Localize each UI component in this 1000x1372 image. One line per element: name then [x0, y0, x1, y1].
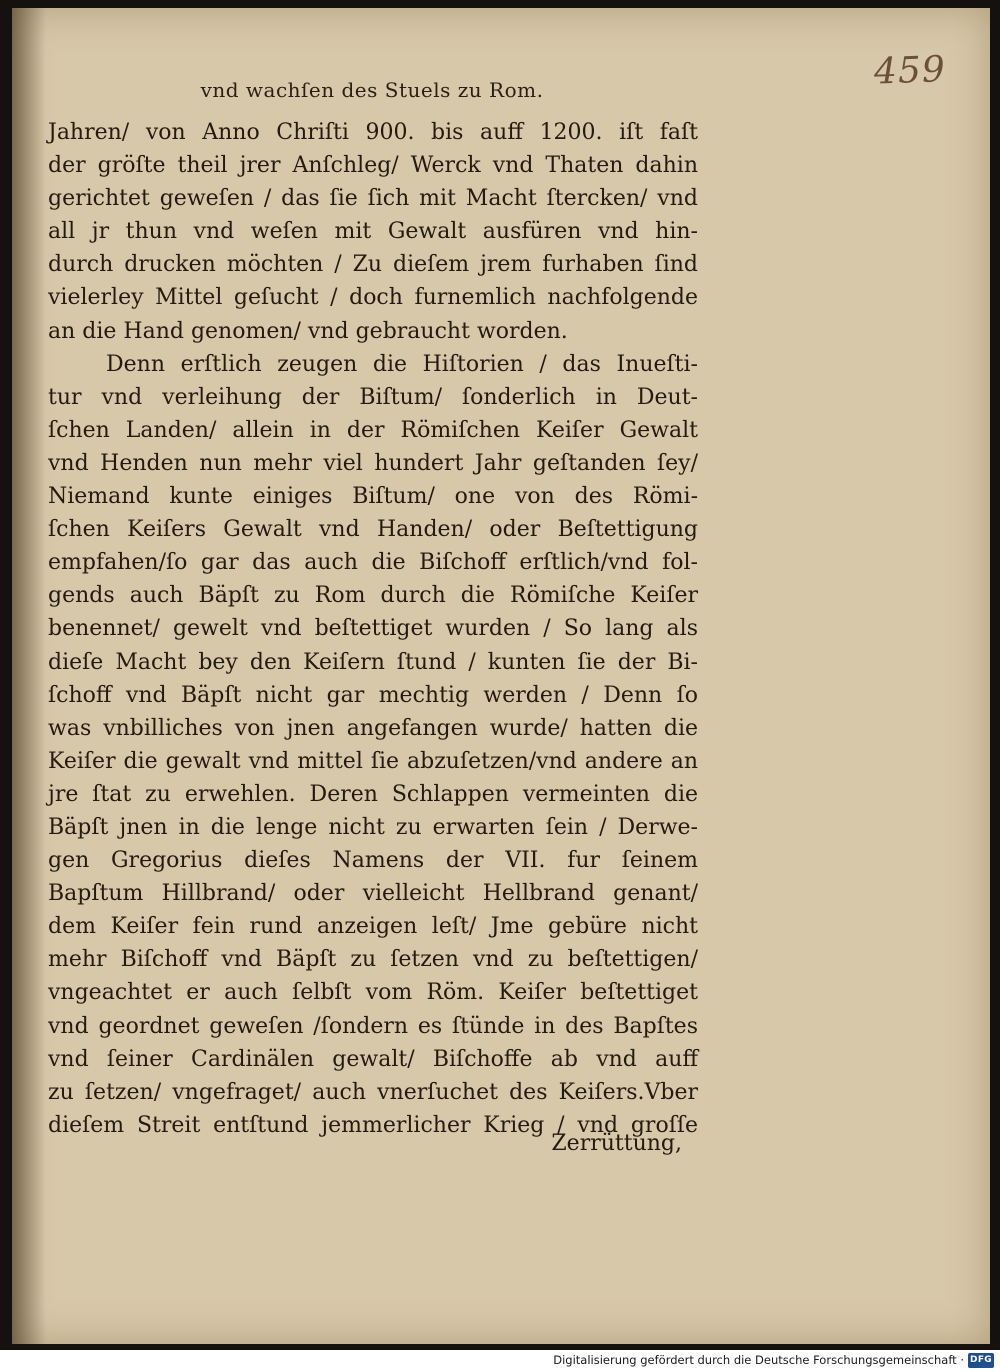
- text-line: Bäpſt jnen in die lenge nicht zu erwarten ſein / Derwe-: [48, 814, 698, 840]
- running-head: vnd wachſen des Stuels zu Rom.: [200, 78, 544, 102]
- text-line: tur vnd verleihung der Biſtum/ ſonderlich in Deut-: [48, 384, 698, 410]
- text-line: empfahen/ſo gar das auch die Biſchoff erſtlich/vnd fol-: [48, 550, 698, 576]
- text-line: vielerley Mittel geſucht / doch furnemlich nachfolgende: [48, 285, 698, 311]
- text-line: gends auch Bäpſt zu Rom durch die Römiſche Keiſer: [48, 583, 698, 609]
- text-line: all jr thun vnd weſen mit Gewalt ausfüren vnd hin-: [48, 219, 698, 245]
- text-line: Niemand kunte einiges Biſtum/ one von des Römi-: [48, 484, 698, 510]
- text-line: an die Hand genomen/ vnd gebraucht worden.: [48, 318, 568, 344]
- footer-bar: [0, 1350, 1000, 1372]
- text-line: durch drucken möchten / Zu dieſem jrem furhaben ſind: [48, 252, 698, 278]
- text-line: vnd geordnet geweſen /ſondern es ſtünde in des Bapſtes: [48, 1013, 698, 1039]
- text-line: gerichtet geweſen / das ſie ſich mit Macht ſtercken/ vnd: [48, 186, 698, 212]
- text-line: vnd Henden nun mehr viel hundert Jahr geſtanden ſey/: [48, 450, 698, 476]
- text-line: Keiſer die gewalt vnd mittel ſie abzuſetzen/vnd andere an: [48, 748, 698, 774]
- text-line: dieſe Macht bey den Keiſern ſtund / kunten ſie der Bi-: [48, 649, 698, 675]
- text-line: was vnbilliches von jnen angefangen wurde/ hatten die: [48, 715, 698, 741]
- text-line: Bapſtum Hillbrand/ oder vielleicht Hellbrand genant/: [48, 881, 698, 907]
- text-line: Jahren/ von Anno Chriſti 900. bis auff 1200. iſt faſt: [48, 120, 698, 145]
- text-line: Denn erſtlich zeugen die Hiſtorien / das Inueſti-: [106, 351, 698, 377]
- body-text: [48, 116, 698, 1142]
- text-line: mehr Biſchoff vnd Bäpſt zu ſetzen vnd zu beſtettigen/: [48, 947, 698, 973]
- dfg-logo-icon: DFG: [968, 1353, 994, 1368]
- text-line: zu ſetzen/ vngefraget/ auch vnerſuchet des Keiſers.Vber: [48, 1079, 698, 1105]
- funding-credit: Digitalisierung gefördert durch die Deutsche Forschungsgemeinschaft ·: [553, 1353, 964, 1367]
- text-line: dem Keiſer fein rund anzeigen leſt/ Jme gebüre nicht: [48, 914, 698, 940]
- text-line: vnd ſeiner Cardinälen gewalt/ Biſchoffe ab vnd auff: [48, 1046, 698, 1072]
- text-line: dieſem Streit entſtund jemmerlicher Krieg / vnd groſſe: [48, 1112, 698, 1138]
- text-line: jre ſtat zu erwehlen. Deren Schlappen vermeinten die: [48, 781, 698, 807]
- text-line: ſchen Landen/ allein in der Römiſchen Keiſer Gewalt: [48, 417, 698, 443]
- text-line: benennet/ gewelt vnd beſtettiget wurden / So lang als: [48, 616, 698, 642]
- catchword: Zerrüttung,: [551, 1131, 682, 1156]
- text-line: gen Gregorius dieſes Namens der VII. fur ſeinem: [48, 848, 698, 874]
- book-page: [12, 8, 990, 1344]
- page-number: 459: [873, 49, 947, 93]
- text-line: vngeachtet er auch ſelbſt vom Röm. Keiſer beſtettiget: [48, 980, 698, 1006]
- text-line: ſchoff vnd Bäpſt nicht gar mechtig werden / Denn ſo: [48, 682, 698, 708]
- text-line: der gröſte theil jrer Anſchleg/ Werck vnd Thaten dahin: [48, 153, 698, 179]
- text-line: ſchen Keiſers Gewalt vnd Handen/ oder Beſtettigung: [48, 517, 698, 543]
